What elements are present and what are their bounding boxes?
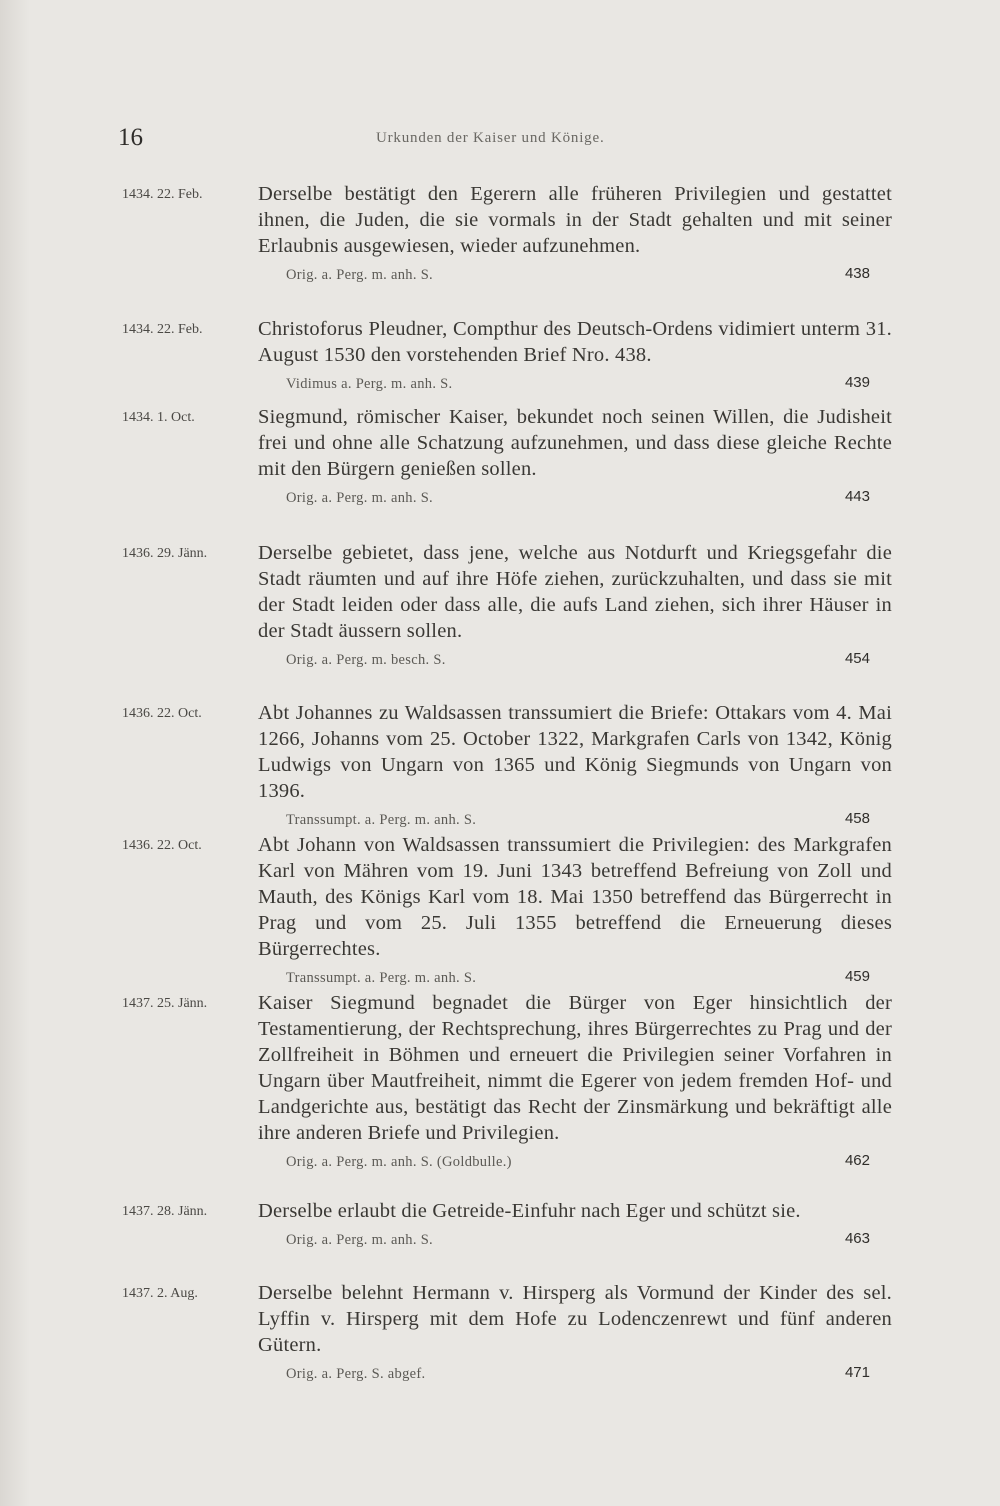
entry-438	[122, 181, 902, 289]
entry-text: Derselbe bestätigt den Egerern alle früheren Privilegien und gestattet ihnen, die Juden, die sie vormals in der Stadt gehalten und mit seiner Erlaubnis ausgewiesen, wieder aufzunehmen.	[258, 183, 892, 257]
entry-meta	[286, 265, 870, 289]
page-gutter-shadow	[0, 0, 30, 1506]
entry-text: Derselbe erlaubt die Getreide-Einfuhr nach Eger und schützt sie.	[258, 1200, 801, 1222]
entry-date: 1434. 22. Feb.	[122, 187, 203, 202]
entry-443	[122, 404, 902, 512]
entry-meta	[286, 1364, 870, 1388]
entry-date: 1436. 22. Oct.	[122, 706, 202, 721]
entry-meta	[286, 1152, 870, 1176]
entry-text: Christoforus Pleudner, Compthur des Deutsch-Ordens vidimiert unterm 31. August 1530 den vorstehenden Brief Nro. 438.	[258, 318, 892, 366]
entry-date: 1436. 29. Jänn.	[122, 546, 208, 561]
entry-number: 438	[844, 265, 870, 282]
entry-462	[122, 990, 902, 1176]
entry-459	[122, 832, 902, 992]
entry-439	[122, 316, 902, 398]
entry-454	[122, 540, 902, 674]
entry-date: 1437. 28. Jänn.	[122, 1204, 208, 1219]
entry-number: 454	[844, 650, 870, 667]
entry-source: Orig. a. Perg. m. anh. S. (Goldbulle.)	[286, 1154, 512, 1170]
entry-meta	[286, 650, 870, 674]
entry-date: 1434. 1. Oct.	[122, 410, 195, 425]
running-title: Urkunden der Kaiser und Könige.	[376, 130, 605, 146]
entry-date: 1437. 2. Aug.	[122, 1286, 198, 1301]
page-number: 16	[118, 124, 143, 151]
entry-source: Orig. a. Perg. m. anh. S.	[286, 490, 433, 506]
entry-number: 463	[844, 1230, 870, 1247]
entry-text: Siegmund, römischer Kaiser, bekundet noch seinen Willen, die Judisheit frei und ohne alle Schatzung aufzunehmen, und dass diese gleiche Rechte mit den Bürgern genießen sollen.	[258, 406, 892, 480]
entry-number: 462	[844, 1152, 870, 1169]
entry-number: 458	[844, 810, 870, 827]
entry-source: Orig. a. Perg. m. anh. S.	[286, 1232, 433, 1248]
entry-date: 1436. 22. Oct.	[122, 838, 202, 853]
entry-source: Orig. a. Perg. m. besch. S.	[286, 652, 446, 668]
entry-meta	[286, 374, 870, 398]
entry-source: Vidimus a. Perg. m. anh. S.	[286, 376, 453, 392]
entry-463	[122, 1198, 902, 1254]
entry-471	[122, 1280, 902, 1388]
entry-text: Abt Johannes zu Waldsassen transsumiert die Briefe: Ottakars vom 4. Mai 1266, Johanns vom 25. October 1322, Markgrafen Carls von 1342, König Ludwigs von Ungarn von 1365 und König Siegmunds von Ungarn von 1396.	[258, 702, 892, 802]
entry-source: Transsumpt. a. Perg. m. anh. S.	[286, 812, 477, 828]
entry-text: Kaiser Siegmund begnadet die Bürger von Eger hinsichtlich der Testamentierung, der Rechtsprechung, ihres Bürgerrechtes zu Prag und der Zollfreiheit in Böhmen und erneuert die Privilegien seiner Vorfahren in Ungarn über Mautfreiheit, nimmt die Egerer von jedem fremden Hof- und Landgerichte aus, bestätigt das Recht der Zinsmärkung und bekräftigt alle ihre anderen Briefe und Privilegien.	[258, 992, 892, 1144]
entry-source: Transsumpt. a. Perg. m. anh. S.	[286, 970, 477, 986]
entry-meta	[286, 810, 870, 834]
entry-number: 443	[844, 488, 870, 505]
entry-date: 1434. 22. Feb.	[122, 322, 203, 337]
entry-date: 1437. 25. Jänn.	[122, 996, 208, 1011]
entry-text: Derselbe gebietet, dass jene, welche aus Notdurft und Kriegsgefahr die Stadt räumten und auf ihre Höfe ziehen, zurückzuhalten, und dass sie mit der Stadt leiden oder dass alle, die aufs Land ziehen, sich ihrer Häuser in der Stadt äussern sollen.	[258, 542, 892, 642]
entry-source: Orig. a. Perg. S. abgef.	[286, 1366, 426, 1382]
entry-meta	[286, 488, 870, 512]
entry-text: Derselbe belehnt Hermann v. Hirsperg als Vormund der Kinder des sel. Lyffin v. Hirsperg mit dem Hofe zu Lodenczenrewt und fünf anderen Gütern.	[258, 1282, 892, 1356]
entry-meta	[286, 1230, 870, 1254]
entry-number: 471	[844, 1364, 870, 1381]
entry-text: Abt Johann von Waldsassen transsumiert die Privilegien: des Markgrafen Karl von Mähren vom 19. Juni 1343 betreffend Befreiung von Zoll und Mauth, des Königs Karl vom 18. Mai 1350 betreffend das Bürgerrecht in Prag und vom 25. Juli 1355 betreffend die Erneuerung dieses Bürgerrechtes.	[258, 834, 892, 960]
entry-source: Orig. a. Perg. m. anh. S.	[286, 267, 433, 283]
entry-number: 459	[844, 968, 870, 985]
entry-458	[122, 700, 902, 834]
page-header	[118, 124, 898, 158]
entry-meta	[286, 968, 870, 992]
entry-number: 439	[844, 374, 870, 391]
